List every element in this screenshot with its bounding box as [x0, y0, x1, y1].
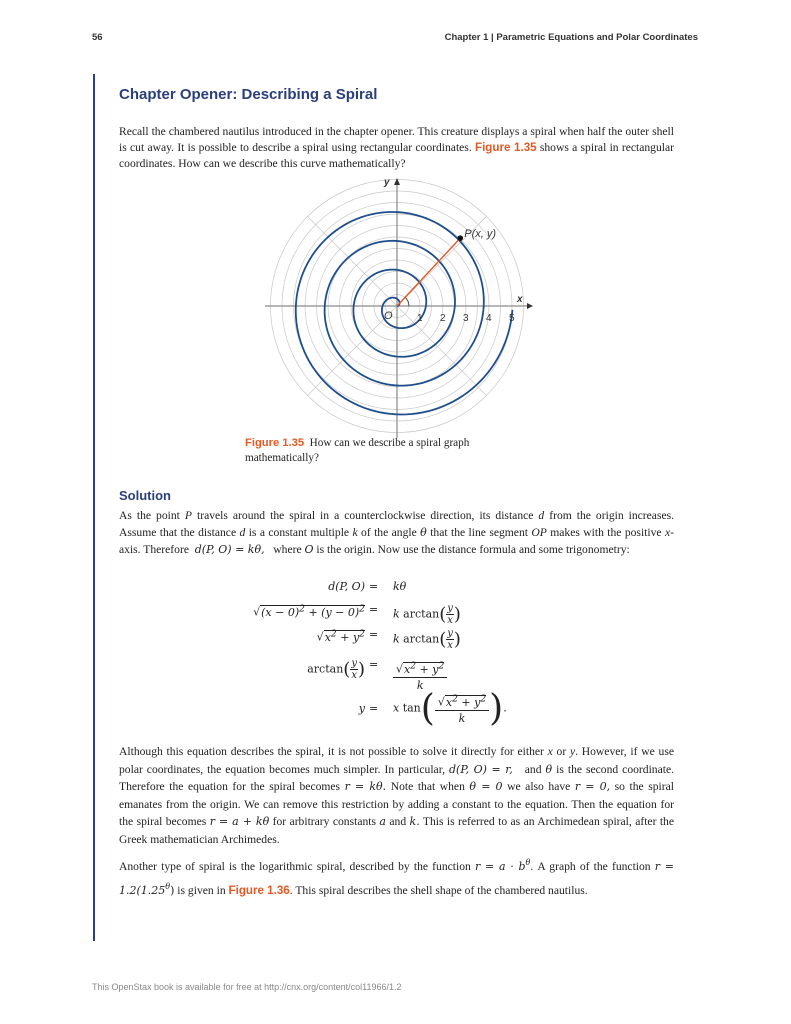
- inline-equation: r = a + kθ: [209, 815, 270, 829]
- section-side-bar: [93, 74, 95, 941]
- equation-rhs: kθ: [393, 580, 407, 593]
- x-tick-label: 2: [440, 313, 446, 324]
- figure-1-35-link[interactable]: Figure 1.35: [475, 141, 537, 154]
- solution-title: Solution: [119, 488, 171, 503]
- solution-paragraph-3: [119, 853, 674, 901]
- text: of the angle: [357, 526, 421, 539]
- equation-row-5: [250, 688, 550, 729]
- x-tick-label: 5: [509, 313, 515, 324]
- text: -axis. Therefore: [119, 526, 674, 556]
- intro-text-1: Recall the chambered nautilus introduced in the chapter opener. This creature displays a spiral when half the outer shell is cut away. It is possible to describe a spiral using rectangular coordinates.: [119, 125, 674, 154]
- figure-caption: [245, 436, 505, 466]
- text: Note that when: [386, 780, 470, 794]
- text: and: [520, 762, 546, 776]
- text: . This spiral describes the shell shape of the chambered nautilus.: [289, 883, 588, 897]
- grid-ray: [308, 217, 397, 306]
- var-a: a: [379, 815, 386, 829]
- text: . A graph of the function: [530, 859, 655, 873]
- page-number: 56: [92, 32, 103, 43]
- equation-rhs: x tan( $\frac{√x^2 + y^2}{k}$).: [393, 688, 507, 729]
- equals-sign: =: [369, 603, 379, 616]
- point-p-label: P(x, y): [464, 228, 497, 241]
- spiral-graph: [265, 170, 535, 440]
- x-axis-arrow-icon: [527, 303, 533, 309]
- equation-rhs: $\frac{√x^2 + y^2}{k}$: [393, 658, 447, 693]
- text: so the spiral emanates from the origin. We can remove this restriction by adding a constant to the equation. Then the equation for the spiral becomes: [119, 780, 674, 829]
- inline-equation: d(P, O) = kθ,: [194, 543, 265, 556]
- var-k: k.: [409, 815, 420, 829]
- equation-lhs: $√x^2 + y^2$: [316, 628, 365, 644]
- equation-row-1: [250, 580, 550, 604]
- paren: ): [170, 883, 175, 897]
- equals-sign: =: [369, 658, 379, 671]
- text: and: [385, 815, 410, 829]
- inline-equation: r = a · b: [474, 859, 526, 873]
- var-k: k: [352, 526, 358, 539]
- var-x: x: [547, 745, 553, 758]
- x-tick-label: 1: [417, 313, 423, 324]
- x-axis-label: x: [517, 294, 523, 305]
- inline-equation: θ = 0: [469, 780, 503, 794]
- text: is the origin. Now use the distance formula and some trigonometry:: [313, 543, 630, 556]
- text: . However, if we use polar coordinates, the equation becomes much simpler. In particular,: [119, 745, 674, 776]
- solution-paragraph-2: [119, 743, 674, 849]
- y-axis-arrow-icon: [394, 178, 400, 185]
- text: from the origin increases. Assume that the distance: [119, 509, 675, 539]
- figure-label: Figure 1.35: [245, 437, 305, 449]
- text: that the line segment: [426, 526, 532, 539]
- text: we also have: [502, 780, 575, 794]
- x-tick-label: 3: [463, 313, 469, 324]
- text: or: [552, 745, 570, 758]
- spiral-figure: [265, 170, 535, 440]
- var-d: d: [239, 526, 246, 539]
- text: where: [270, 543, 305, 556]
- text: Another type of spiral is the logarithmic spiral, described by the function: [119, 859, 475, 873]
- equation-lhs: $√(x - 0)^2 + (y - 0)^2$: [253, 603, 365, 619]
- var-theta: θ: [420, 526, 427, 539]
- text: is a constant multiple: [245, 526, 353, 539]
- chapter-header: Chapter 1 | Parametric Equations and Polar Coordinates: [444, 32, 698, 43]
- text: Although this equation describes the spiral, it is not possible to solve it directly for either: [119, 745, 548, 758]
- var-theta: θ: [545, 762, 553, 776]
- inline-equation: d(P, O) = r,: [448, 762, 513, 776]
- inline-equation: r = kθ.: [344, 780, 387, 794]
- equation-row-2: [250, 603, 550, 627]
- y-axis-label: y: [384, 177, 390, 188]
- figure-1-36-link[interactable]: Figure 1.36: [228, 883, 290, 897]
- equation-row-3: [250, 628, 550, 652]
- equals-sign: =: [369, 628, 379, 641]
- var-p: P: [184, 509, 192, 522]
- text: As the point: [119, 509, 185, 522]
- solution-paragraph-1: [119, 507, 674, 558]
- inline-equation: r = 0,: [574, 780, 611, 794]
- text: makes with the positive: [546, 526, 665, 539]
- equation-rhs: k arctan( $\frac{y}{x}$ ): [393, 603, 461, 626]
- exponent: θ: [165, 881, 171, 891]
- exponent: θ: [525, 858, 531, 867]
- var-o: O: [304, 543, 314, 556]
- footer: This OpenStax book is available for free at http://cnx.org/content/col11966/1.2: [92, 982, 402, 992]
- x-tick-label: 4: [486, 313, 492, 324]
- origin-label: O: [384, 310, 393, 322]
- equals-sign: =: [369, 702, 379, 715]
- intro-paragraph: [119, 124, 674, 172]
- var-x: x: [664, 526, 671, 539]
- caption-text: How can we describe a spiral graph mathematically?: [245, 437, 470, 464]
- var-y: y: [569, 745, 576, 758]
- point-p-marker: [457, 235, 463, 241]
- text: This is referred to as an Archimedean spiral, after the Greek mathematician Archimedes.: [119, 815, 675, 846]
- equation-lhs: d(P, O): [328, 580, 365, 593]
- text: is given in: [174, 883, 229, 897]
- intro-text-2: shows a spiral in rectangular coordinates. How can we describe this curve mathematically?: [119, 141, 674, 170]
- section-title: Chapter Opener: Describing a Spiral: [119, 86, 378, 103]
- var-op: OP: [531, 526, 547, 539]
- equals-sign: =: [369, 580, 379, 593]
- equation-lhs: arctan( $\frac{y}{x}$ ): [307, 658, 365, 681]
- equation-rhs: k arctan( $\frac{y}{x}$ ): [393, 628, 461, 651]
- text: for arbitrary constants: [269, 815, 380, 829]
- equation-lhs: y: [358, 702, 365, 715]
- text: is the second coordinate. Therefore the equation for the spiral becomes: [119, 762, 674, 794]
- text: travels around the spiral in a counterclockwise direction, its distance: [192, 509, 539, 522]
- equation-row-4: [250, 658, 550, 692]
- inline-equation: r = 1.2(1.25: [119, 859, 674, 897]
- var-d: d: [538, 509, 545, 522]
